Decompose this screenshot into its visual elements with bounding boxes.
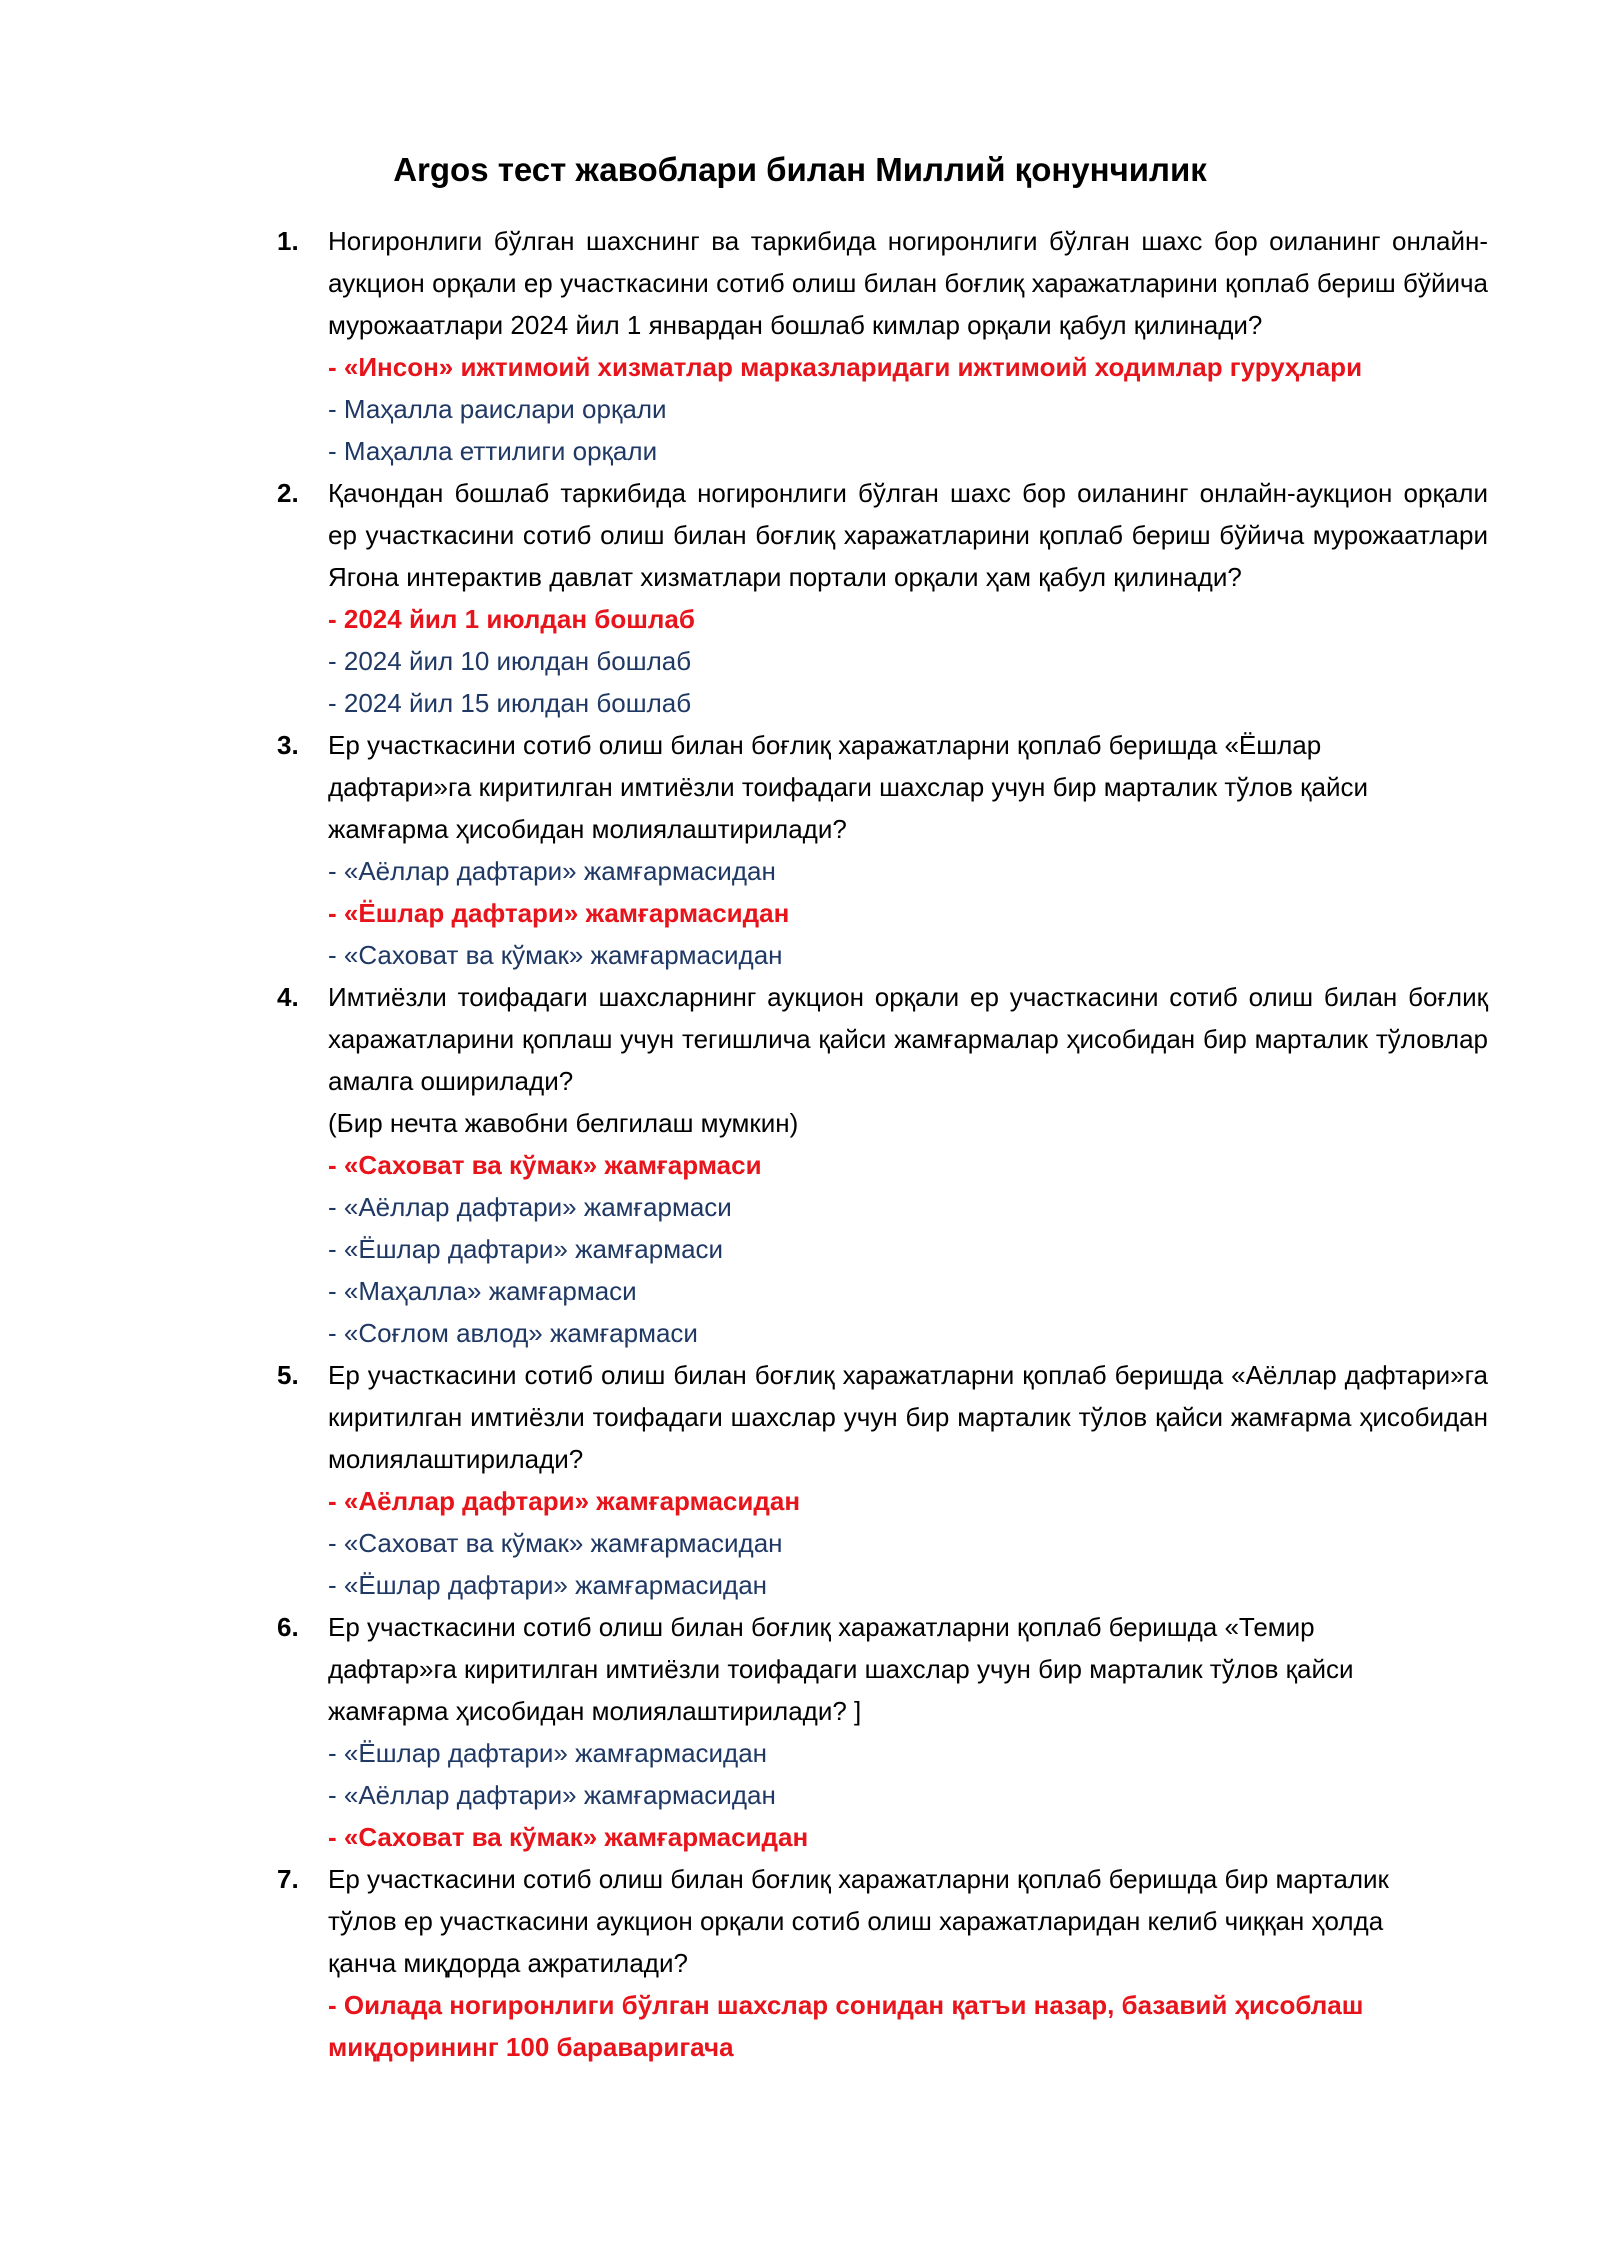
- question-text-line: Ер участкасини сотиб олиш билан боғлиқ харажатларни қоплаб беришда «Темир: [328, 1611, 1315, 1642]
- question-5: [277, 1354, 1488, 1606]
- answer-option-line: - Оилада ногиронлиги бўлган шахслар сонидан қатъи назар, базавий ҳисоблаш: [328, 1989, 1364, 2020]
- answer-option: - «Аёллар дафтари» жамғармаси: [328, 1191, 732, 1222]
- question-7: [277, 1858, 1488, 2068]
- answer-options: [328, 1984, 1488, 2068]
- question-3: [277, 724, 1488, 976]
- answer-option: - «Соғлом авлод» жамғармаси: [328, 1317, 698, 1348]
- question-6: [277, 1606, 1488, 1858]
- question-note: (Бир нечта жавобни белгилаш мумкин): [328, 1107, 799, 1138]
- question-number: 6.: [277, 1611, 299, 1642]
- question-number: 1.: [277, 225, 299, 256]
- question-number: 7.: [277, 1863, 299, 1894]
- answer-options: [328, 346, 1488, 472]
- answer-options: [328, 1144, 1488, 1354]
- answer-option: - «Ёшлар дафтари» жамғармасидан: [328, 1569, 768, 1600]
- question-text: [328, 1606, 1488, 1732]
- answer-option-correct: - «Ёшлар дафтари» жамғармасидан: [328, 897, 790, 928]
- question-text: Ногиронлиги бўлган шахснинг ва таркибида ногиронлиги бўлган шахс бор оиланинг онлайн-аукцион орқали ер участкасини сотиб олиш билан боғлиқ харажатларини қоплаб бериш бўйича мурожаатлари 2024 йил 1 январдан бошлаб кимлар орқали қабул қилинади?: [328, 225, 1488, 340]
- answer-option: - Маҳалла еттилиги орқали: [328, 435, 658, 466]
- answer-option-line: миқдорининг 100 бараваригача: [328, 2031, 734, 2062]
- answer-option-correct: - «Инсон» ижтимоий хизматлар марказларидаги ижтимоий ходимлар гуруҳлари: [328, 351, 1363, 382]
- question-text: [328, 1858, 1488, 1984]
- question-4: [277, 976, 1488, 1354]
- question-text: [328, 724, 1488, 850]
- question-text-line: тўлов ер участкасини аукцион орқали сотиб олиш харажатларидан келиб чиққан ҳолда: [328, 1905, 1384, 1936]
- answer-option: - «Ёшлар дафтари» жамғармаси: [328, 1233, 724, 1264]
- answer-option-correct: [328, 1984, 1488, 2068]
- question-text-line: қанча миқдорда ажратилади?: [328, 1947, 688, 1978]
- question-text-line: Ер участкасини сотиб олиш билан боғлиқ харажатларни қоплаб беришда «Ёшлар: [328, 729, 1322, 760]
- answer-option: - «Ёшлар дафтари» жамғармасидан: [328, 1737, 768, 1768]
- question-text-line: Ер участкасини сотиб олиш билан боғлиқ харажатларни қоплаб беришда бир марталик: [328, 1863, 1389, 1894]
- answer-option: - «Аёллар дафтари» жамғармасидан: [328, 1779, 776, 1810]
- answer-option-correct: - «Саховат ва кўмак» жамғармасидан: [328, 1821, 809, 1852]
- question-number: 3.: [277, 729, 299, 760]
- answer-option: - Маҳалла раислари орқали: [328, 393, 667, 424]
- answer-options: [328, 1732, 1488, 1858]
- question-1: [277, 220, 1488, 472]
- question-text-line: дафтари»га киритилган имтиёзли тоифадаги шахслар учун бир марталик тўлов қайси: [328, 771, 1369, 802]
- answer-option-correct: - 2024 йил 1 июлдан бошлаб: [328, 603, 695, 634]
- question-text-line: дафтар»га киритилган имтиёзли тоифадаги шахслар учун бир марталик тўлов қайси: [328, 1653, 1354, 1684]
- answer-option: - 2024 йил 15 июлдан бошлаб: [328, 687, 692, 718]
- answer-option: - «Саховат ва кўмак» жамғармасидан: [328, 1527, 783, 1558]
- question-text-line: жамғарма ҳисобидан молиялаштирилади?: [328, 813, 847, 844]
- answer-options: [328, 850, 1488, 976]
- answer-option: - 2024 йил 10 июлдан бошлаб: [328, 645, 692, 676]
- answer-option-correct: - «Саховат ва кўмак» жамғармаси: [328, 1149, 762, 1180]
- question-number: 2.: [277, 477, 299, 508]
- answer-option-correct: - «Аёллар дафтари» жамғармасидан: [328, 1485, 801, 1516]
- question-number: 4.: [277, 981, 299, 1012]
- answer-option: - «Маҳалла» жамғармаси: [328, 1275, 637, 1306]
- answer-options: [328, 598, 1488, 724]
- question-text-line: жамғарма ҳисобидан молиялаштирилади? ]: [328, 1695, 862, 1726]
- question-text: Имтиёзли тоифадаги шахсларнинг аукцион орқали ер участкасини сотиб олиш билан боғлиқ харажатларини қоплаш учун тегишлича қайси жамғармалар ҳисобидан бир марталик тўловлар амалга оширилади?: [328, 981, 1488, 1096]
- question-number: 5.: [277, 1359, 299, 1390]
- document-title: Argos тест жавоблари билан Миллий қонунчилик: [393, 151, 1207, 188]
- answer-options: [328, 1480, 1488, 1606]
- answer-option: - «Саховат ва кўмак» жамғармасидан: [328, 939, 783, 970]
- question-text: Қачондан бошлаб таркибида ногиронлиги бўлган шахс бор оиланинг онлайн-аукцион орқали ер участкасини сотиб олиш билан боғлиқ харажатларини қоплаб бериш бўйича мурожаатлари Ягона интерактив давлат хизматлари портали орқали ҳам қабул қилинади?: [328, 477, 1488, 592]
- question-text: Ер участкасини сотиб олиш билан боғлиқ харажатларни қоплаб беришда «Аёллар дафтари»га киритилган имтиёзли тоифадаги шахслар учун бир марталик тўлов қайси жамғарма ҳисобидан молиялаштирилади?: [328, 1359, 1488, 1474]
- answer-option: - «Аёллар дафтари» жамғармасидан: [328, 855, 776, 886]
- question-2: [277, 472, 1488, 724]
